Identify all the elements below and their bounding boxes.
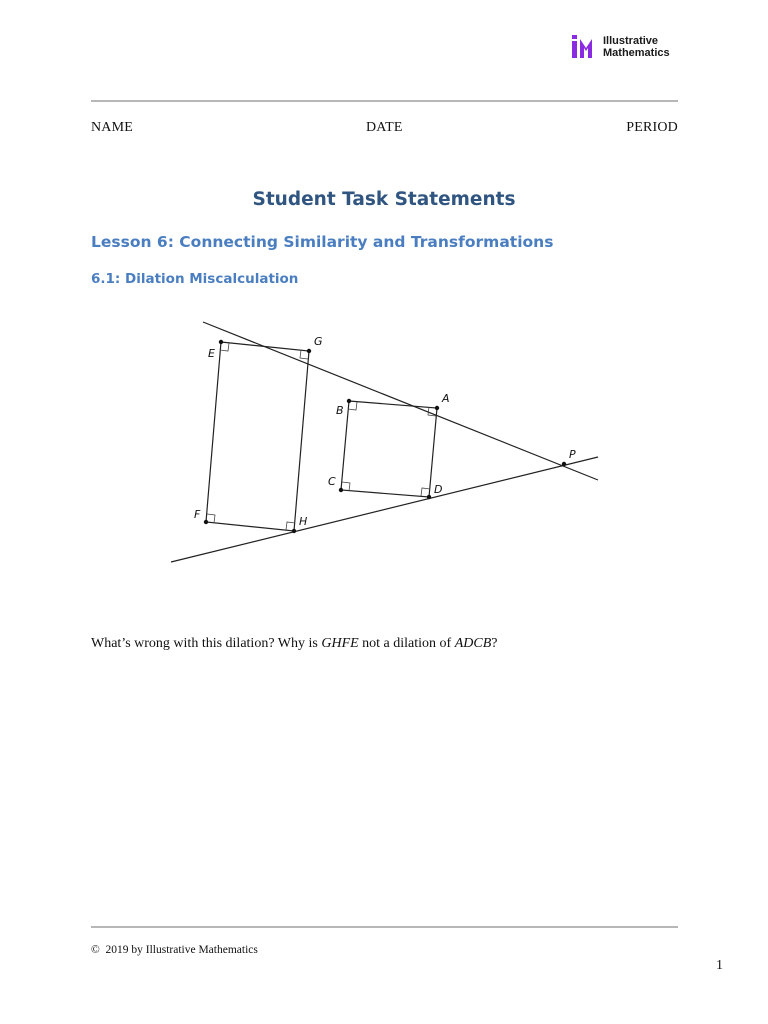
shape-ghfe: GHFE (321, 636, 359, 651)
label-h: H (299, 515, 308, 528)
point-b (347, 399, 351, 403)
question-text (91, 636, 498, 652)
question-part-2: not a dilation of (358, 636, 455, 651)
point-c (339, 488, 343, 492)
copyright-symbol: © (91, 944, 100, 956)
vertex-points (204, 340, 566, 533)
ray-lower (171, 457, 598, 562)
question-part-3: ? (491, 636, 498, 651)
label-b: B (336, 404, 344, 417)
quadrilateral-ghfe (206, 342, 309, 531)
point-e (219, 340, 223, 344)
footer-copyright (91, 944, 258, 956)
section-heading: 6.1: Dilation Miscalculation (91, 271, 299, 287)
footer-divider (91, 926, 678, 928)
point-p (562, 462, 566, 466)
quadrilateral-adcb (341, 401, 437, 497)
date-field-label: DATE (366, 120, 403, 135)
logo-line-1: Illustrative (603, 35, 659, 47)
period-field-label: PERIOD (626, 120, 678, 135)
page-title: Student Task Statements (252, 189, 516, 210)
logo-line-2: Mathematics (603, 47, 670, 59)
name-field-label: NAME (91, 120, 134, 135)
point-f (204, 520, 208, 524)
point-a (435, 406, 439, 410)
right-angle-markers (207, 343, 436, 530)
point-h (292, 529, 296, 533)
page-number: 1 (716, 958, 723, 973)
point-g (307, 349, 311, 353)
label-e: E (208, 347, 215, 360)
label-a: A (442, 392, 450, 405)
question-part-1: What’s wrong with this dilation? Why is (91, 636, 322, 651)
label-d: D (434, 483, 443, 496)
copyright-text: 2019 by Illustrative Mathematics (105, 944, 258, 956)
lesson-heading: Lesson 6: Connecting Similarity and Transformations (91, 233, 554, 251)
shape-adcb: ADCB (454, 636, 492, 651)
label-c: C (328, 475, 336, 488)
label-p: P (569, 448, 576, 461)
label-g: G (314, 335, 323, 348)
point-d (427, 495, 431, 499)
label-f: F (194, 508, 201, 521)
